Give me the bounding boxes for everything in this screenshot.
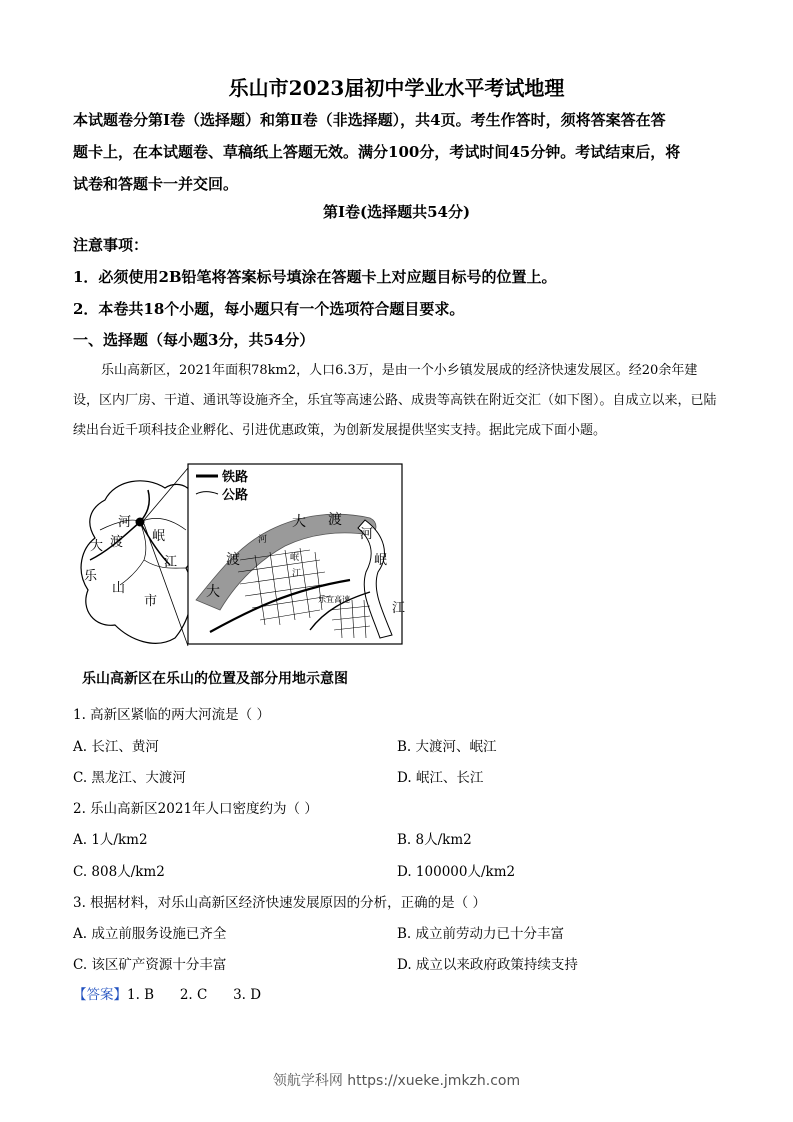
question-3-stem: 3. 根据材料，对乐山高新区经济快速发展原因的分析，正确的是（ ）: [73, 895, 486, 911]
label-da-low: 大: [206, 584, 220, 600]
page-title: 乐山市2023届初中学业水平考试地理: [228, 76, 565, 100]
hightech-zone-marker: [136, 518, 145, 527]
intro-line-1: 本试题卷分第Ⅰ卷（选择题）和第Ⅱ卷（非选择题），共4页。考生作答时，须将答案答在答: [73, 111, 666, 129]
question-2-option-d: D. 100000人/km2: [397, 864, 516, 880]
answer-tag: 【答案】: [73, 987, 127, 1003]
label-min-right: 岷: [374, 553, 388, 568]
question-1-option-d: D. 岷江、长江: [397, 770, 484, 786]
note-2: 2．本卷共18个小题，每小题只有一个选项符合题目要求。: [73, 300, 465, 318]
exam-intro: [73, 104, 723, 200]
answer-line: [73, 983, 261, 1003]
notes-heading: 注意事项：: [73, 236, 149, 254]
location-map: [60, 460, 410, 660]
note-1: 1．必须使用2B铅笔将答案标号填涂在答题卡上对应题目标号的位置上。: [73, 268, 557, 286]
answer-values: 1. B 2. C 3. D: [127, 987, 262, 1003]
question-2-stem: 2. 乐山高新区2021年人口密度约为（ ）: [73, 801, 318, 817]
leshan-outline: [81, 481, 200, 644]
label-shan: 山: [112, 581, 126, 596]
section-title: 第Ⅰ卷(选择题共54分): [322, 203, 471, 221]
question-2-option-b: B. 8人/km2: [397, 832, 472, 848]
intro-line-3: 试卷和答题卡一并交回。: [73, 175, 239, 193]
question-3-option-b: B. 成立前劳动力已十分丰富: [397, 926, 565, 942]
question-2-option-a: A. 1人/km2: [73, 832, 148, 848]
label-da-left: 大: [90, 539, 104, 554]
legend-road-label: 公路: [222, 488, 249, 503]
question-3-option-a: A. 成立前服务设施已齐全: [73, 926, 227, 942]
label-du-top: 渡: [328, 512, 342, 528]
legend-rail-label: 铁路: [222, 470, 249, 485]
label-min-small: 岷: [290, 553, 300, 563]
label-jiang-left: 江: [164, 555, 178, 570]
label-le: 乐: [84, 569, 98, 584]
part-heading: 一、选择题（每小题3分，共54分）: [73, 331, 315, 349]
question-3-option-d: D. 成立以来政府政策持续支持: [397, 957, 578, 973]
question-1-option-b: B. 大渡河、岷江: [397, 739, 497, 755]
label-highway: 乐宜高速: [318, 595, 350, 604]
question-1-stem: 1. 高新区紧临的两大河流是（ ）: [73, 707, 270, 723]
label-du-left: 渡: [110, 535, 124, 550]
label-he-top: 河: [360, 527, 374, 542]
question-1-option-c: C. 黑龙江、大渡河: [73, 770, 186, 786]
callout-line-top: [144, 468, 188, 520]
question-2-option-c: C. 808人/km2: [73, 864, 165, 880]
label-du-mid: 渡: [226, 552, 240, 568]
question-1-option-a: A. 长江、黄河: [73, 739, 159, 755]
figure-caption: 乐山高新区在乐山的位置及部分用地示意图: [82, 671, 348, 687]
label-he-left: 河: [118, 515, 132, 530]
callout-line-bottom: [144, 524, 188, 646]
label-jiang-small: 江: [292, 569, 302, 579]
reading-passage: 乐山高新区，2021年面积78km2，人口6.3万，是由一个小乡镇发展成的经济快速发展区。经20余年建设，区内厂房、干道、通讯等设施齐全，乐宜等高速公路、成贵等高铁在附近交汇（如下图）。自成立以来，已陆续出台近千项科技企业孵化、引进优惠政策，为创新发展提供坚实支持。据此完成下面小题。: [73, 363, 717, 438]
label-shi: 市: [144, 594, 158, 609]
label-he-small: 河: [258, 535, 268, 545]
label-jiang-right: 江: [392, 601, 406, 616]
label-da-top: 大: [292, 514, 306, 530]
question-3-option-c: C. 该区矿产资源十分丰富: [73, 957, 227, 973]
label-min-left: 岷: [152, 529, 166, 544]
page-footer[interactable]: 领航学科网 https://xueke.jmkzh.com: [272, 1073, 521, 1089]
intro-line-2: 题卡上，在本试题卷、草稿纸上答题无效。满分100分，考试时间45分钟。考试结束后，将: [73, 143, 681, 161]
